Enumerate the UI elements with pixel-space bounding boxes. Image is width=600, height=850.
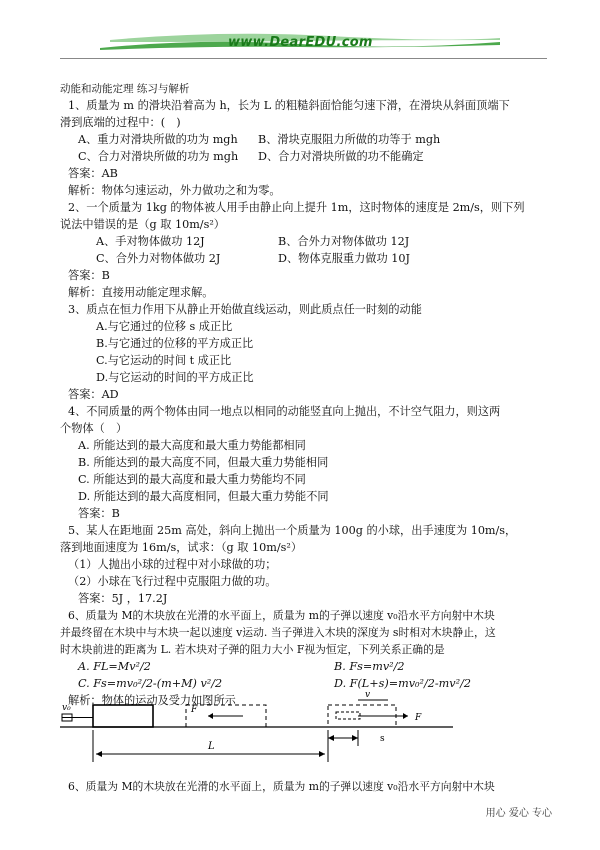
- q3-stem: 3、质点在恒力作用下从静止开始做直线运动，则此质点任一时刻的动能: [68, 303, 422, 316]
- q2-option-c: C、合外力对物体做功 2J: [96, 252, 221, 265]
- block-initial: [93, 705, 153, 727]
- q2-stem-line2: 说法中错误的是（g 取 10m/s²）: [60, 218, 225, 231]
- q3-answer: 答案：AD: [68, 388, 119, 401]
- diagram-label-f-left: F: [191, 705, 198, 715]
- q2-analysis: 解析：直接用动能定理求解。: [68, 286, 214, 299]
- force-arrowhead-right: [403, 713, 408, 719]
- q3-option-c: C.与它运动的时间 t 成正比: [96, 354, 232, 367]
- q4-option-c: C. 所能达到的最大高度和最大重力势能均不同: [78, 473, 306, 486]
- q5-answer: 答案：5J ，17.2J: [78, 592, 168, 605]
- q1-option-b: B、滑块克服阻力所做的功等于 mgh: [258, 133, 441, 146]
- q5-subquestion-1: （1）人抛出小球的过程中对小球做的功；: [68, 558, 277, 571]
- q1-option-a: A、重力对滑块所做的功为 mgh: [78, 133, 238, 146]
- diagram-label-v: v: [365, 690, 371, 700]
- q7-stem-line1: 6、质量为 M的木块放在光滑的水平面上，质量为 m的子弹以速度 v₀沿水平方向射中木块: [68, 780, 495, 793]
- q1-answer: 答案：AB: [68, 167, 118, 180]
- q3-option-d: D.与它运动的时间的平方成正比: [96, 371, 254, 384]
- header-divider: [60, 58, 547, 59]
- q1-stem-line2: 滑到底端的过程中：( ): [60, 116, 181, 129]
- q6-option-b: B. Fs=mv²/2: [334, 660, 405, 673]
- q4-stem-line1: 4、不同质量的两个物体由同一地点以相同的动能竖直向上抛出，不计空气阻力，则这两: [68, 405, 501, 418]
- q2-option-d: D、物体克服重力做功 10J: [278, 252, 410, 265]
- q6-option-a: A. FL=Mv²/2: [78, 660, 151, 673]
- diagram-label-v0: v₀: [62, 703, 71, 713]
- q1-option-c: C、合力对滑块所做的功为 mgh: [78, 150, 239, 163]
- q2-answer: 答案：B: [68, 269, 110, 282]
- q6-stem-line1: 6、质量为 M的木块放在光滑的水平面上，质量为 m的子弹以速度 v₀沿水平方向射中木块: [68, 609, 495, 622]
- q1-option-d: D、合力对滑块所做的功不能确定: [258, 150, 424, 163]
- q4-option-d: D. 所能达到的最大高度相同，但最大重力势能不同: [78, 490, 329, 503]
- bullet-embedded: [336, 712, 360, 719]
- force-arrowhead-left: [208, 713, 213, 719]
- q2-option-a: A、手对物体做功 12J: [96, 235, 205, 248]
- header-site-url[interactable]: www.DearEDU.com: [228, 35, 373, 50]
- q5-stem-line2: 落到地面速度为 16m/s，试求：（g 取 10m/s²）: [60, 541, 303, 554]
- q3-option-b: B.与它通过的位移的平方成正比: [96, 337, 254, 350]
- diagram-label-s: s: [380, 734, 385, 744]
- q1-stem-line1: 1、质量为 m 的滑块沿着高为 h，长为 L 的粗糙斜面恰能匀速下滑，在滑块从斜面顶端下: [68, 99, 510, 112]
- q5-stem-line1: 5、某人在距地面 25m 高处，斜向上抛出一个质量为 100g 的小球，出手速度为 10m/s，: [68, 524, 517, 537]
- diagram-label-f-right: F: [415, 713, 422, 723]
- q2-stem-line1: 2、一个质量为 1kg 的物体被人用手由静止向上提升 1m，这时物体的速度是 2m/s，则下列: [68, 201, 525, 214]
- doc-title: 动能和动能定理 练习与解析: [60, 83, 190, 95]
- q6-analysis: 解析：物体的运动及受力如图所示: [68, 694, 236, 707]
- q4-option-a: A. 所能达到的最大高度和最大重力势能都相同: [78, 439, 306, 452]
- q2-option-b: B、合外力对物体做功 12J: [278, 235, 410, 248]
- q6-stem-line2: 并最终留在木块中与木块一起以速度 v运动. 当子弹进入木块的深度为 s时相对木块静止，这: [60, 626, 496, 639]
- q4-answer: 答案：B: [78, 507, 120, 520]
- q6-option-d: D. F(L+s)=mv₀²/2-mv²/2: [334, 677, 471, 690]
- q1-analysis: 解析：物体匀速运动，外力做功之和为零。: [68, 184, 281, 197]
- q3-option-a: A.与它通过的位移 s 成正比: [96, 320, 233, 333]
- footer-text: 用心 爱心 专心: [485, 808, 552, 819]
- q6-stem-line3: 时木块前进的距离为 L. 若木块对子弹的阻力大小 F视为恒定，下列关系正确的是: [60, 643, 445, 656]
- q4-stem-line2: 个物体（ ）: [60, 422, 128, 435]
- q4-option-b: B. 所能达到的最大高度不同，但最大重力势能相同: [78, 456, 329, 469]
- q6-option-c: C. Fs=mv₀²/2-(m+M) v²/2: [78, 677, 223, 690]
- diagram-label-l: L: [208, 741, 215, 752]
- q5-subquestion-2: （2）小球在飞行过程中克服阻力做的功。: [68, 575, 277, 588]
